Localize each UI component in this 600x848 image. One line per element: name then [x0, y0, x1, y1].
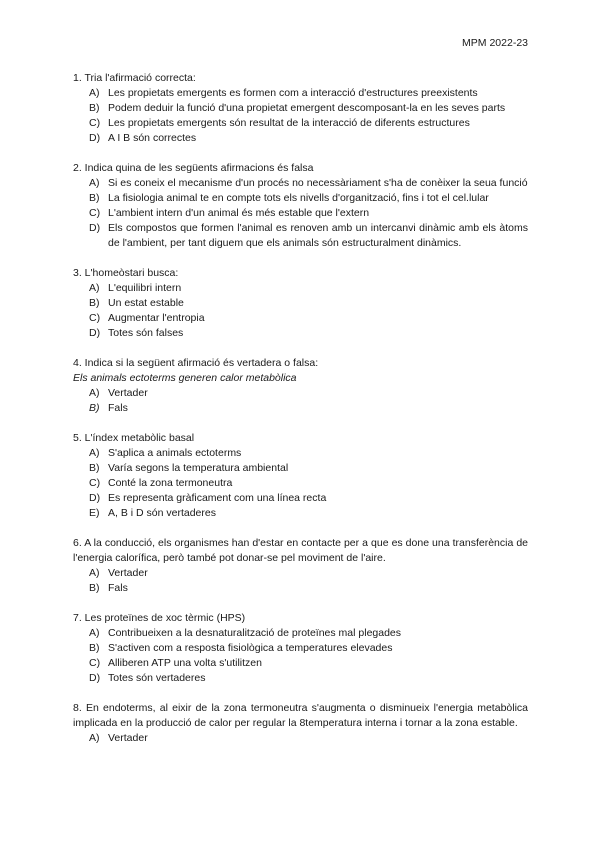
option-text: Un estat estable: [108, 297, 184, 309]
option-letter: A): [89, 387, 100, 399]
option-list: [73, 566, 528, 596]
question-text: 7. Les proteïnes de xoc tèrmic (HPS): [73, 612, 246, 624]
option-letter: A): [89, 177, 100, 189]
option-letter: D): [89, 132, 101, 144]
question-4: [73, 356, 528, 416]
option-text: S'activen com a resposta fisiològica a temperatures elevades: [108, 642, 393, 654]
option-c[interactable]: [73, 476, 528, 491]
option-letter: B): [89, 192, 100, 204]
option-letter: D): [89, 222, 101, 234]
option-letter: A): [89, 87, 100, 99]
option-text: L'equilibri intern: [108, 282, 182, 294]
option-a[interactable]: [73, 86, 528, 101]
option-b[interactable]: [73, 461, 528, 476]
option-letter: D): [89, 327, 101, 339]
question-2: [73, 161, 528, 251]
option-letter: B): [89, 102, 100, 114]
option-d[interactable]: [73, 131, 528, 146]
option-d[interactable]: [73, 671, 528, 686]
option-list: [73, 446, 528, 521]
option-letter: B): [89, 402, 100, 414]
question-text: 5. L'índex metabòlic basal: [73, 432, 195, 444]
option-list: [73, 626, 528, 686]
option-list: [73, 731, 528, 746]
question-1: [73, 71, 528, 146]
question-text: 1. Tria l'afirmació correcta:: [73, 72, 196, 84]
option-letter: C): [89, 657, 101, 669]
option-c[interactable]: [73, 311, 528, 326]
option-b[interactable]: [73, 296, 528, 311]
option-letter: C): [89, 312, 101, 324]
option-a[interactable]: [73, 731, 528, 746]
option-a[interactable]: [73, 566, 528, 581]
option-text: Fals: [108, 582, 128, 594]
option-a[interactable]: [73, 446, 528, 461]
question-text: 3. L'homeòstari busca:: [73, 267, 179, 279]
question-text: 2. Indica quina de les següents afirmacions és falsa: [73, 162, 314, 174]
option-a[interactable]: [73, 386, 528, 401]
question-text: 6. A la conducció, els organismes han d'estar en contacte per a que es done una transferència de l'energia calorífica, però també pot donar-se pel moviment de l'aire.: [73, 537, 528, 564]
option-list: [73, 176, 528, 251]
option-letter: B): [89, 297, 100, 309]
option-letter: A): [89, 732, 100, 744]
option-d[interactable]: [73, 491, 528, 506]
option-b[interactable]: [73, 191, 528, 206]
option-b[interactable]: [73, 401, 528, 416]
option-text: Vertader: [108, 732, 148, 744]
question-5: [73, 431, 528, 521]
option-text: Contribueixen a la desnaturalització de proteïnes mal plegades: [108, 627, 402, 639]
option-text: Totes són falses: [108, 327, 184, 339]
option-text: Conté la zona termoneutra: [108, 477, 233, 489]
option-text: Augmentar l'entropia: [108, 312, 205, 324]
option-c[interactable]: [73, 116, 528, 131]
option-text: Les propietats emergents es formen com a interacció d'estructures preexistents: [108, 87, 478, 99]
option-letter: B): [89, 642, 100, 654]
option-letter: A): [89, 627, 100, 639]
option-letter: D): [89, 672, 101, 684]
option-letter: B): [89, 462, 100, 474]
option-letter: C): [89, 477, 101, 489]
option-text: La fisiologia animal te en compte tots els nivells d'organització, fins i tot el cel.lular: [108, 192, 489, 204]
option-letter: A): [89, 567, 100, 579]
option-text: S'aplica a animals ectoterms: [108, 447, 242, 459]
option-letter: C): [89, 117, 101, 129]
question-6: [73, 536, 528, 596]
option-b[interactable]: [73, 101, 528, 116]
option-a[interactable]: [73, 281, 528, 296]
question-8: [73, 701, 528, 746]
option-list: [73, 86, 528, 146]
option-list: [73, 386, 528, 416]
question-3: [73, 266, 528, 341]
option-letter: B): [89, 582, 100, 594]
option-c[interactable]: [73, 656, 528, 671]
option-text: Les propietats emergents són resultat de la interacció de diferents estructures: [108, 117, 470, 129]
option-text: Vertader: [108, 387, 148, 399]
question-statement: Els animals ectoterms generen calor metabòlica: [73, 372, 297, 384]
option-a[interactable]: [73, 176, 528, 191]
option-text: Si es coneix el mecanisme d'un procés no necessàriament s'ha de conèixer la seua funció: [108, 177, 528, 189]
question-7: [73, 611, 528, 686]
option-text: A I B són correctes: [108, 132, 197, 144]
question-text: 4. Indica si la següent afirmació és vertadera o falsa:: [73, 357, 319, 369]
option-a[interactable]: [73, 626, 528, 641]
option-letter: A): [89, 447, 100, 459]
option-e[interactable]: [73, 506, 528, 521]
option-list: [73, 281, 528, 341]
option-text: Els compostos que formen l'animal es renoven amb un intercanvi dinàmic amb els àtoms de l'ambient, per tant diguem que els animals són estructuralment dinàmics.: [108, 222, 528, 249]
option-c[interactable]: [73, 206, 528, 221]
option-text: Varía segons la temperatura ambiental: [108, 462, 289, 474]
question-text: 8. En endoterms, al eixir de la zona termoneutra s'augmenta o disminueix l'energia metabòlica implicada en la producció de calor per regular la 8temperatura interna i tornar a la zona estable.: [73, 702, 528, 729]
option-b[interactable]: [73, 581, 528, 596]
option-text: Totes són vertaderes: [108, 672, 206, 684]
option-text: Vertader: [108, 567, 148, 579]
option-text: A, B i D són vertaderes: [108, 507, 216, 519]
option-letter: A): [89, 282, 100, 294]
option-letter: C): [89, 207, 101, 219]
option-text: Es representa gràficament com una línea recta: [108, 492, 327, 504]
option-d[interactable]: [73, 221, 528, 251]
option-b[interactable]: [73, 641, 528, 656]
option-text: Fals: [108, 402, 128, 414]
option-text: L'ambient intern d'un animal és més estable que l'extern: [108, 207, 370, 219]
option-text: Alliberen ATP una volta s'utilitzen: [108, 657, 262, 669]
option-d[interactable]: [73, 326, 528, 341]
option-letter: D): [89, 492, 101, 504]
option-letter: E): [89, 507, 100, 519]
option-text: Podem deduir la funció d'una propietat emergent descomposant-la en les seves parts: [108, 102, 506, 114]
course-header: MPM 2022-23: [462, 37, 528, 49]
question-list: [73, 71, 528, 761]
